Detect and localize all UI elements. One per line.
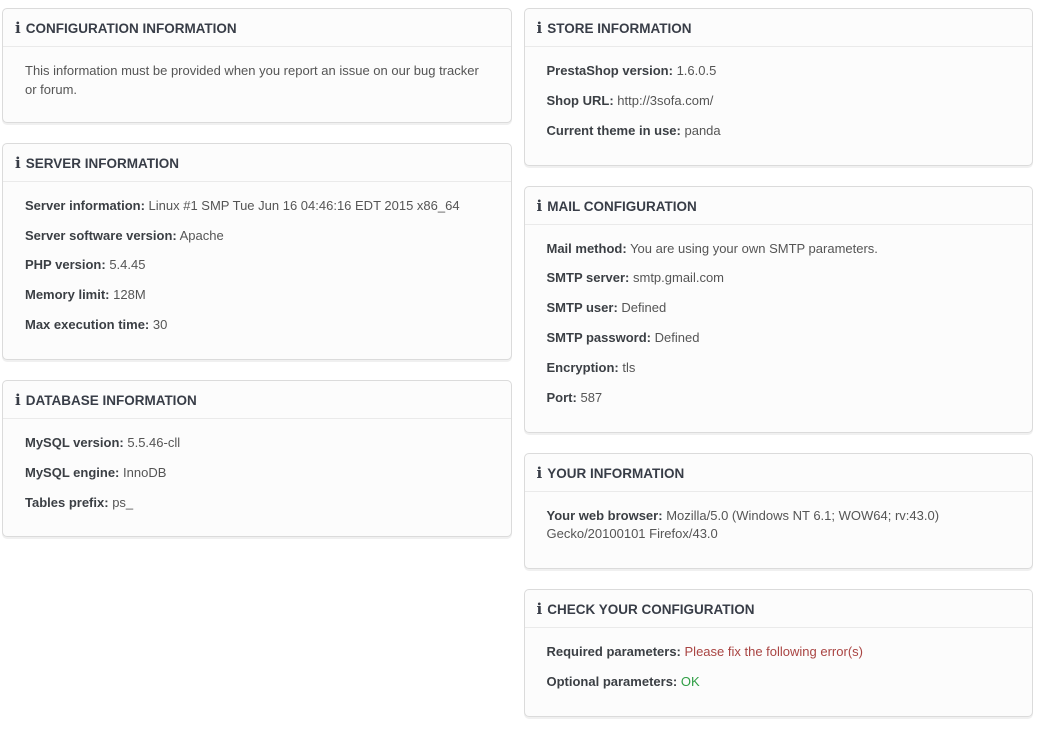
info-row xyxy=(547,240,1013,259)
info-label: SMTP user: xyxy=(546,300,618,316)
right-column xyxy=(524,8,1034,737)
info-label: PrestaShop version: xyxy=(546,63,673,78)
info-value: 587 xyxy=(580,389,603,405)
info-value: InnoDB xyxy=(123,464,167,480)
info-row xyxy=(25,316,491,335)
panel-title: SERVER INFORMATION xyxy=(25,155,179,171)
panel-check-your-configuration xyxy=(524,589,1034,717)
panel-body xyxy=(3,419,511,537)
info-row xyxy=(25,434,491,453)
info-row xyxy=(25,464,491,483)
info-label: Max execution time: xyxy=(25,317,150,333)
info-icon: i xyxy=(536,196,543,215)
info-row xyxy=(25,494,491,513)
info-icon: i xyxy=(15,19,21,37)
info-value: tls xyxy=(622,359,636,375)
left-column xyxy=(2,8,512,557)
panel-title: MAIL CONFIGURATION xyxy=(547,198,697,214)
panel-heading xyxy=(3,9,511,47)
info-icon: i xyxy=(536,19,543,37)
panel-heading xyxy=(525,9,1033,47)
info-value: panda xyxy=(684,122,721,138)
shop-url-value: http://3sofa.com/ xyxy=(617,92,714,108)
required-parameters-status: Please fix the following error(s) xyxy=(684,644,863,660)
info-row xyxy=(547,62,1013,81)
panel-body xyxy=(525,225,1033,432)
info-label: MySQL version: xyxy=(25,434,124,450)
info-label: Your web browser: xyxy=(546,507,663,523)
panel-configuration-information xyxy=(2,8,512,123)
info-label: Encryption: xyxy=(546,359,619,375)
info-row xyxy=(547,122,1013,141)
info-row xyxy=(25,227,491,246)
info-label: MySQL engine: xyxy=(25,464,120,480)
info-row xyxy=(547,389,1013,408)
panel-heading xyxy=(525,590,1033,628)
info-row xyxy=(547,329,1013,348)
info-value: Apache xyxy=(179,227,224,243)
panel-body xyxy=(3,182,511,359)
panel-mail-configuration xyxy=(524,186,1034,433)
panel-heading xyxy=(3,144,511,182)
info-label: Shop URL: xyxy=(546,92,614,108)
panel-heading xyxy=(525,454,1033,492)
info-row xyxy=(25,197,491,216)
info-value: Linux #1 SMP Tue Jun 16 04:46:16 EDT 2015 x86_64 xyxy=(148,197,460,213)
info-value: Defined xyxy=(654,330,700,346)
info-row xyxy=(547,359,1013,378)
info-row xyxy=(547,507,1013,545)
info-label: Memory limit: xyxy=(25,287,110,303)
info-label: Server software version: xyxy=(25,227,177,243)
panel-your-information xyxy=(524,453,1034,570)
info-row xyxy=(25,256,491,275)
info-icon: i xyxy=(15,390,21,409)
info-row xyxy=(25,286,491,305)
info-value: smtp.gmail.com xyxy=(632,270,725,286)
info-value: 30 xyxy=(152,317,168,333)
info-label: Port: xyxy=(546,389,577,405)
info-value: 128M xyxy=(113,287,146,303)
info-label: SMTP server: xyxy=(546,270,630,286)
info-label: Optional parameters: xyxy=(546,674,678,690)
panel-title: CHECK YOUR CONFIGURATION xyxy=(547,602,755,618)
info-label: Required parameters: xyxy=(546,644,681,660)
info-value: 1.6.0.5 xyxy=(676,63,717,78)
panel-heading xyxy=(525,187,1033,225)
panel-body xyxy=(525,628,1033,716)
panel-title: YOUR INFORMATION xyxy=(547,465,685,481)
panel-heading xyxy=(3,381,511,419)
info-icon: i xyxy=(536,600,543,619)
info-label: Server information: xyxy=(25,197,145,213)
info-label: Mail method: xyxy=(546,240,627,256)
info-value: 5.5.46-cll xyxy=(127,434,181,450)
info-row xyxy=(547,299,1013,318)
panel-store-information xyxy=(524,8,1034,166)
user-agent-value: Mozilla/5.0 (Windows NT 6.1; WOW64; rv:43.0) Gecko/20100101 Firefox/43.0 xyxy=(546,507,940,542)
panel-title: CONFIGURATION INFORMATION xyxy=(25,21,237,36)
info-row xyxy=(547,643,1013,662)
bug-tracker-note: This information must be provided when you report an issue on our bug tracker or forum. xyxy=(25,63,479,97)
info-icon: i xyxy=(536,463,543,482)
info-row xyxy=(547,92,1013,111)
info-label: Current theme in use: xyxy=(546,122,681,138)
info-value: You are using your own SMTP parameters. xyxy=(630,240,878,256)
panel-title: STORE INFORMATION xyxy=(547,21,692,36)
info-icon: i xyxy=(15,153,21,172)
panel-server-information xyxy=(2,143,512,360)
info-value: ps_ xyxy=(112,494,134,510)
info-value: Defined xyxy=(621,300,667,316)
panel-body xyxy=(525,492,1033,569)
panel-title: DATABASE INFORMATION xyxy=(25,392,197,408)
info-label: PHP version: xyxy=(25,257,106,273)
panel-body xyxy=(3,47,511,122)
info-row xyxy=(547,673,1013,692)
info-label: SMTP password: xyxy=(546,330,652,346)
panel-database-information xyxy=(2,380,512,538)
optional-parameters-status: OK xyxy=(680,674,700,690)
info-label: Tables prefix: xyxy=(25,494,109,510)
panel-body xyxy=(525,47,1033,165)
info-row xyxy=(547,269,1013,288)
info-value: 5.4.45 xyxy=(109,257,146,273)
